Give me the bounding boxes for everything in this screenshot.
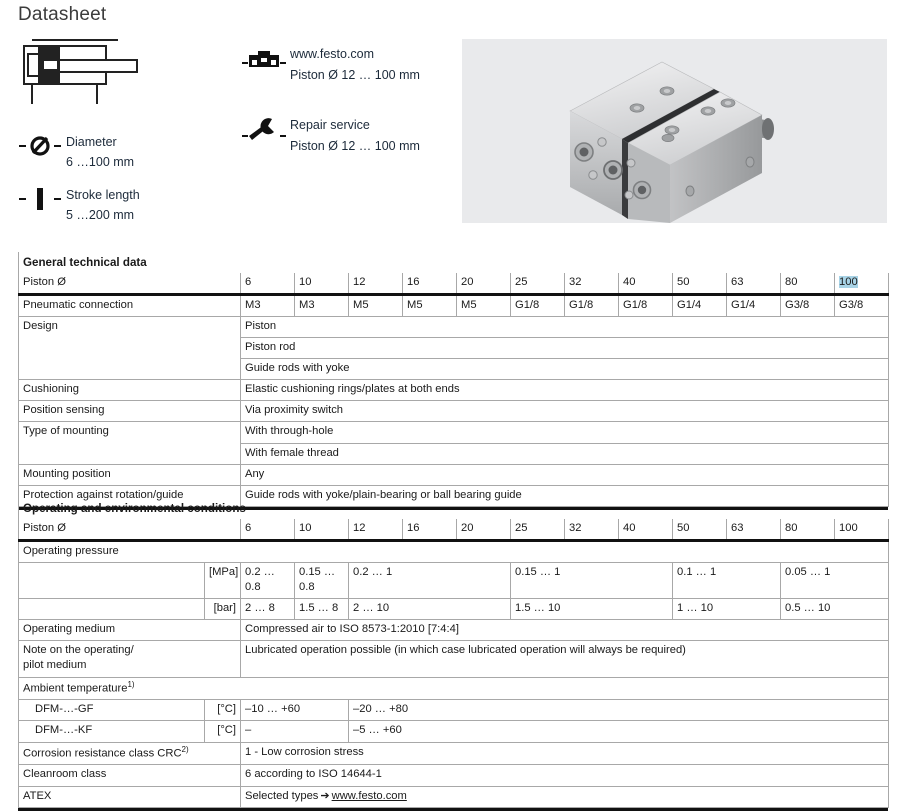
- table2-diameter-80[interactable]: 80: [781, 519, 835, 541]
- table1-diameter-40[interactable]: 40: [619, 273, 673, 295]
- cell-mounting-position: Any: [241, 464, 889, 485]
- atex-link[interactable]: www.festo.com: [331, 789, 407, 802]
- spec-label: Stroke length: [66, 188, 140, 202]
- cell-note-pilot-medium: Lubricated operation possible (in which case lubricated operation will always be required): [241, 641, 889, 677]
- spec-value: 6 …100 mm: [66, 155, 135, 169]
- table-row-note-pilot-medium: [19, 641, 889, 677]
- cell-kf-value-b: –5 … +60: [349, 721, 889, 742]
- cell-pneumatic-32: G1/8: [565, 294, 619, 316]
- table1-header-label: Piston Ø: [19, 273, 241, 295]
- table1-section-title-row: [19, 252, 889, 273]
- row-label-ambient-temperature: [19, 677, 889, 700]
- cell-bar-80-100: 0.5 … 10: [781, 599, 889, 620]
- unit-dfm-gf: [°C]: [205, 700, 241, 721]
- table1-diameter-50[interactable]: 50: [673, 273, 727, 295]
- table-row-mounting-position: [19, 464, 889, 485]
- service-value: Piston Ø 12 … 100 mm: [290, 138, 420, 153]
- operating-environmental-conditions-table: [18, 498, 888, 811]
- cell-design-guide-rods: Guide rods with yoke: [241, 359, 889, 380]
- table2-diameter-20[interactable]: 20: [457, 519, 511, 541]
- service-value: Piston Ø 12 … 100 mm: [290, 67, 420, 82]
- cell-bar-6: 2 … 8: [241, 599, 295, 620]
- row-label-cleanroom-class: Cleanroom class: [19, 765, 241, 786]
- note-label-line1: Note on the operating/: [23, 644, 134, 657]
- cell-mpa-25-40: 0.15 … 1: [511, 562, 673, 598]
- cell-mpa-12-20: 0.2 … 1: [349, 562, 511, 598]
- cell-bar-12-20: 2 … 10: [349, 599, 511, 620]
- spec-row-stroke: [14, 185, 224, 225]
- table2-section-title-row: [19, 498, 889, 519]
- cell-pneumatic-63: G1/4: [727, 294, 781, 316]
- table1-diameter-16[interactable]: 16: [403, 273, 457, 295]
- cell-pneumatic-50: G1/4: [673, 294, 727, 316]
- cell-pneumatic-80: G3/8: [781, 294, 835, 316]
- cell-cushioning: Elastic cushioning rings/plates at both ends: [241, 380, 889, 401]
- page-title: Datasheet: [18, 4, 107, 25]
- atex-prefix: Selected types: [245, 789, 319, 802]
- row-label-corrosion-class: [19, 742, 241, 765]
- service-list: [238, 44, 458, 187]
- table2-diameter-16[interactable]: 16: [403, 519, 457, 541]
- stroke-length-icon: [14, 185, 66, 212]
- cell-pneumatic-12: M5: [349, 294, 403, 316]
- arrow-right-icon: ➔: [320, 789, 330, 802]
- table1-diameter-20[interactable]: 20: [457, 273, 511, 295]
- table2-header-label: Piston Ø: [19, 519, 241, 541]
- cell-bar-25-40: 1.5 … 10: [511, 599, 673, 620]
- cell-mpa-6-line1: 0.2 …: [245, 565, 275, 578]
- table-row-atex: [19, 786, 889, 807]
- row-label-type-of-mounting: Type of mounting: [19, 422, 241, 464]
- cell-cleanroom-class: 6 according to ISO 14644-1: [241, 765, 889, 786]
- cell-mpa-10-line1: 0.15 …: [299, 565, 336, 578]
- table1-diameter-80[interactable]: 80: [781, 273, 835, 295]
- table2-diameter-6[interactable]: 6: [241, 519, 295, 541]
- spec-list: [14, 132, 224, 238]
- cell-pneumatic-6: M3: [241, 294, 295, 316]
- table2-diameter-50[interactable]: 50: [673, 519, 727, 541]
- unit-dfm-kf: [°C]: [205, 721, 241, 742]
- table-row-pressure-mpa: [19, 562, 889, 598]
- note-label-line2: pilot medium: [23, 659, 87, 672]
- cell-operating-medium: Compressed air to ISO 8573-1:2010 [7:4:4]: [241, 620, 889, 641]
- pressure-bar-spacer: [19, 599, 205, 620]
- cell-mpa-10: [295, 562, 349, 598]
- cell-corrosion-class: 1 - Low corrosion stress: [241, 742, 889, 765]
- cell-gf-value-b: –20 … +80: [349, 700, 889, 721]
- row-label-note-pilot-medium: [19, 641, 241, 677]
- table2-diameter-40[interactable]: 40: [619, 519, 673, 541]
- crc-label-text: Corrosion resistance class CRC: [23, 747, 182, 760]
- selected-text: 100: [839, 275, 858, 288]
- pressure-mpa-spacer: [19, 562, 205, 598]
- pressure-mpa-unit: [MPa]: [205, 562, 241, 598]
- row-label-rotation-guide: Protection against rotation/guide: [19, 485, 241, 506]
- row-label-cushioning: Cushioning: [19, 380, 241, 401]
- cell-bar-50-63: 1 … 10: [673, 599, 781, 620]
- table1-diameter-12[interactable]: 12: [349, 273, 403, 295]
- crc-footnote: 2): [181, 744, 189, 754]
- table-row-mounting-type-1: [19, 422, 889, 443]
- cell-kf-value-a: –: [241, 721, 349, 742]
- row-label-operating-medium: Operating medium: [19, 620, 241, 641]
- general-technical-data-table: [18, 252, 888, 510]
- table1-diameter-25[interactable]: 25: [511, 273, 565, 295]
- table1-diameter-63[interactable]: 63: [727, 273, 781, 295]
- service-label: Repair service: [290, 118, 370, 133]
- service-label[interactable]: www.festo.com: [290, 47, 375, 61]
- table-row-cushioning: [19, 380, 889, 401]
- cell-mpa-10-line2: 0.8: [299, 580, 315, 593]
- table1-diameter-6[interactable]: 6: [241, 273, 295, 295]
- product-photo: [462, 39, 887, 223]
- cell-pneumatic-20: M5: [457, 294, 511, 316]
- spec-value: 5 …200 mm: [66, 208, 135, 222]
- table-row-operating-medium: [19, 620, 889, 641]
- row-label-pneumatic-connection: Pneumatic connection: [19, 294, 241, 316]
- table1-header-row: [19, 273, 889, 295]
- table2-diameter-10[interactable]: 10: [295, 519, 349, 541]
- table2-diameter-12[interactable]: 12: [349, 519, 403, 541]
- table2-diameter-63[interactable]: 63: [727, 519, 781, 541]
- table2-bottom-rule: [18, 808, 888, 811]
- table1-diameter-10[interactable]: 10: [295, 273, 349, 295]
- table-row-pressure-bar: [19, 599, 889, 620]
- cell-mounting-through-hole: With through-hole: [241, 422, 889, 443]
- table2-diameter-32[interactable]: 32: [565, 519, 619, 541]
- table-row-design-1: [19, 316, 889, 337]
- ambient-label-text: Ambient temperature: [23, 682, 128, 695]
- table1-section-title: General technical data: [19, 252, 889, 273]
- table1-diameter-100-selected[interactable]: [835, 273, 889, 295]
- service-row-website: [238, 44, 458, 85]
- wrench-icon: [238, 115, 290, 143]
- cell-atex: [241, 786, 889, 807]
- cell-rotation-guide: Guide rods with yoke/plain-bearing or ball bearing guide: [241, 485, 889, 506]
- cell-mounting-female-thread: With female thread: [241, 443, 889, 464]
- cell-mpa-6: [241, 562, 295, 598]
- diameter-icon: [14, 132, 66, 159]
- table1-diameter-32[interactable]: 32: [565, 273, 619, 295]
- cell-position-sensing: Via proximity switch: [241, 401, 889, 422]
- table-row-pneumatic-connection: [19, 294, 889, 316]
- row-label-position-sensing: Position sensing: [19, 401, 241, 422]
- cell-pneumatic-25: G1/8: [511, 294, 565, 316]
- table-row-operating-pressure: [19, 540, 889, 562]
- cell-pneumatic-16: M5: [403, 294, 457, 316]
- cell-gf-value-a: –10 … +60: [241, 700, 349, 721]
- toolbox-icon: [238, 44, 290, 70]
- table2-diameter-100[interactable]: 100: [835, 519, 889, 541]
- cell-design-piston: Piston: [241, 316, 889, 337]
- row-label-design: Design: [19, 316, 241, 379]
- cell-pneumatic-100: G3/8: [835, 294, 889, 316]
- table-row-ambient-temperature: [19, 677, 889, 700]
- pressure-bar-unit: [bar]: [205, 599, 241, 620]
- cell-design-piston-rod: Piston rod: [241, 337, 889, 358]
- spec-row-diameter: [14, 132, 224, 172]
- row-label-dfm-kf: DFM-…-KF: [19, 721, 205, 742]
- cell-pneumatic-10: M3: [295, 294, 349, 316]
- table2-header-row: [19, 519, 889, 541]
- row-label-dfm-gf: DFM-…-GF: [19, 700, 205, 721]
- table2-diameter-25[interactable]: 25: [511, 519, 565, 541]
- cell-mpa-80-100: 0.05 … 1: [781, 562, 889, 598]
- ambient-footnote: 1): [127, 679, 135, 689]
- table2-section-title: Operating and environmental conditions: [19, 498, 889, 519]
- table-row-dfm-gf: [19, 700, 889, 721]
- table-row-corrosion-class: [19, 742, 889, 765]
- pneumatic-cylinder-icon: [18, 36, 148, 108]
- table-row-position-sensing: [19, 401, 889, 422]
- cell-bar-10: 1.5 … 8: [295, 599, 349, 620]
- row-label-operating-pressure: Operating pressure: [19, 540, 889, 562]
- table-row-dfm-kf: [19, 721, 889, 742]
- table-row-cleanroom-class: [19, 765, 889, 786]
- cell-mpa-6-line2: 0.8: [245, 580, 261, 593]
- spec-label: Diameter: [66, 135, 117, 149]
- row-label-atex: ATEX: [19, 786, 241, 807]
- service-row-repair: [238, 115, 458, 156]
- cell-pneumatic-40: G1/8: [619, 294, 673, 316]
- row-label-mounting-position: Mounting position: [19, 464, 241, 485]
- cell-mpa-50-63: 0.1 … 1: [673, 562, 781, 598]
